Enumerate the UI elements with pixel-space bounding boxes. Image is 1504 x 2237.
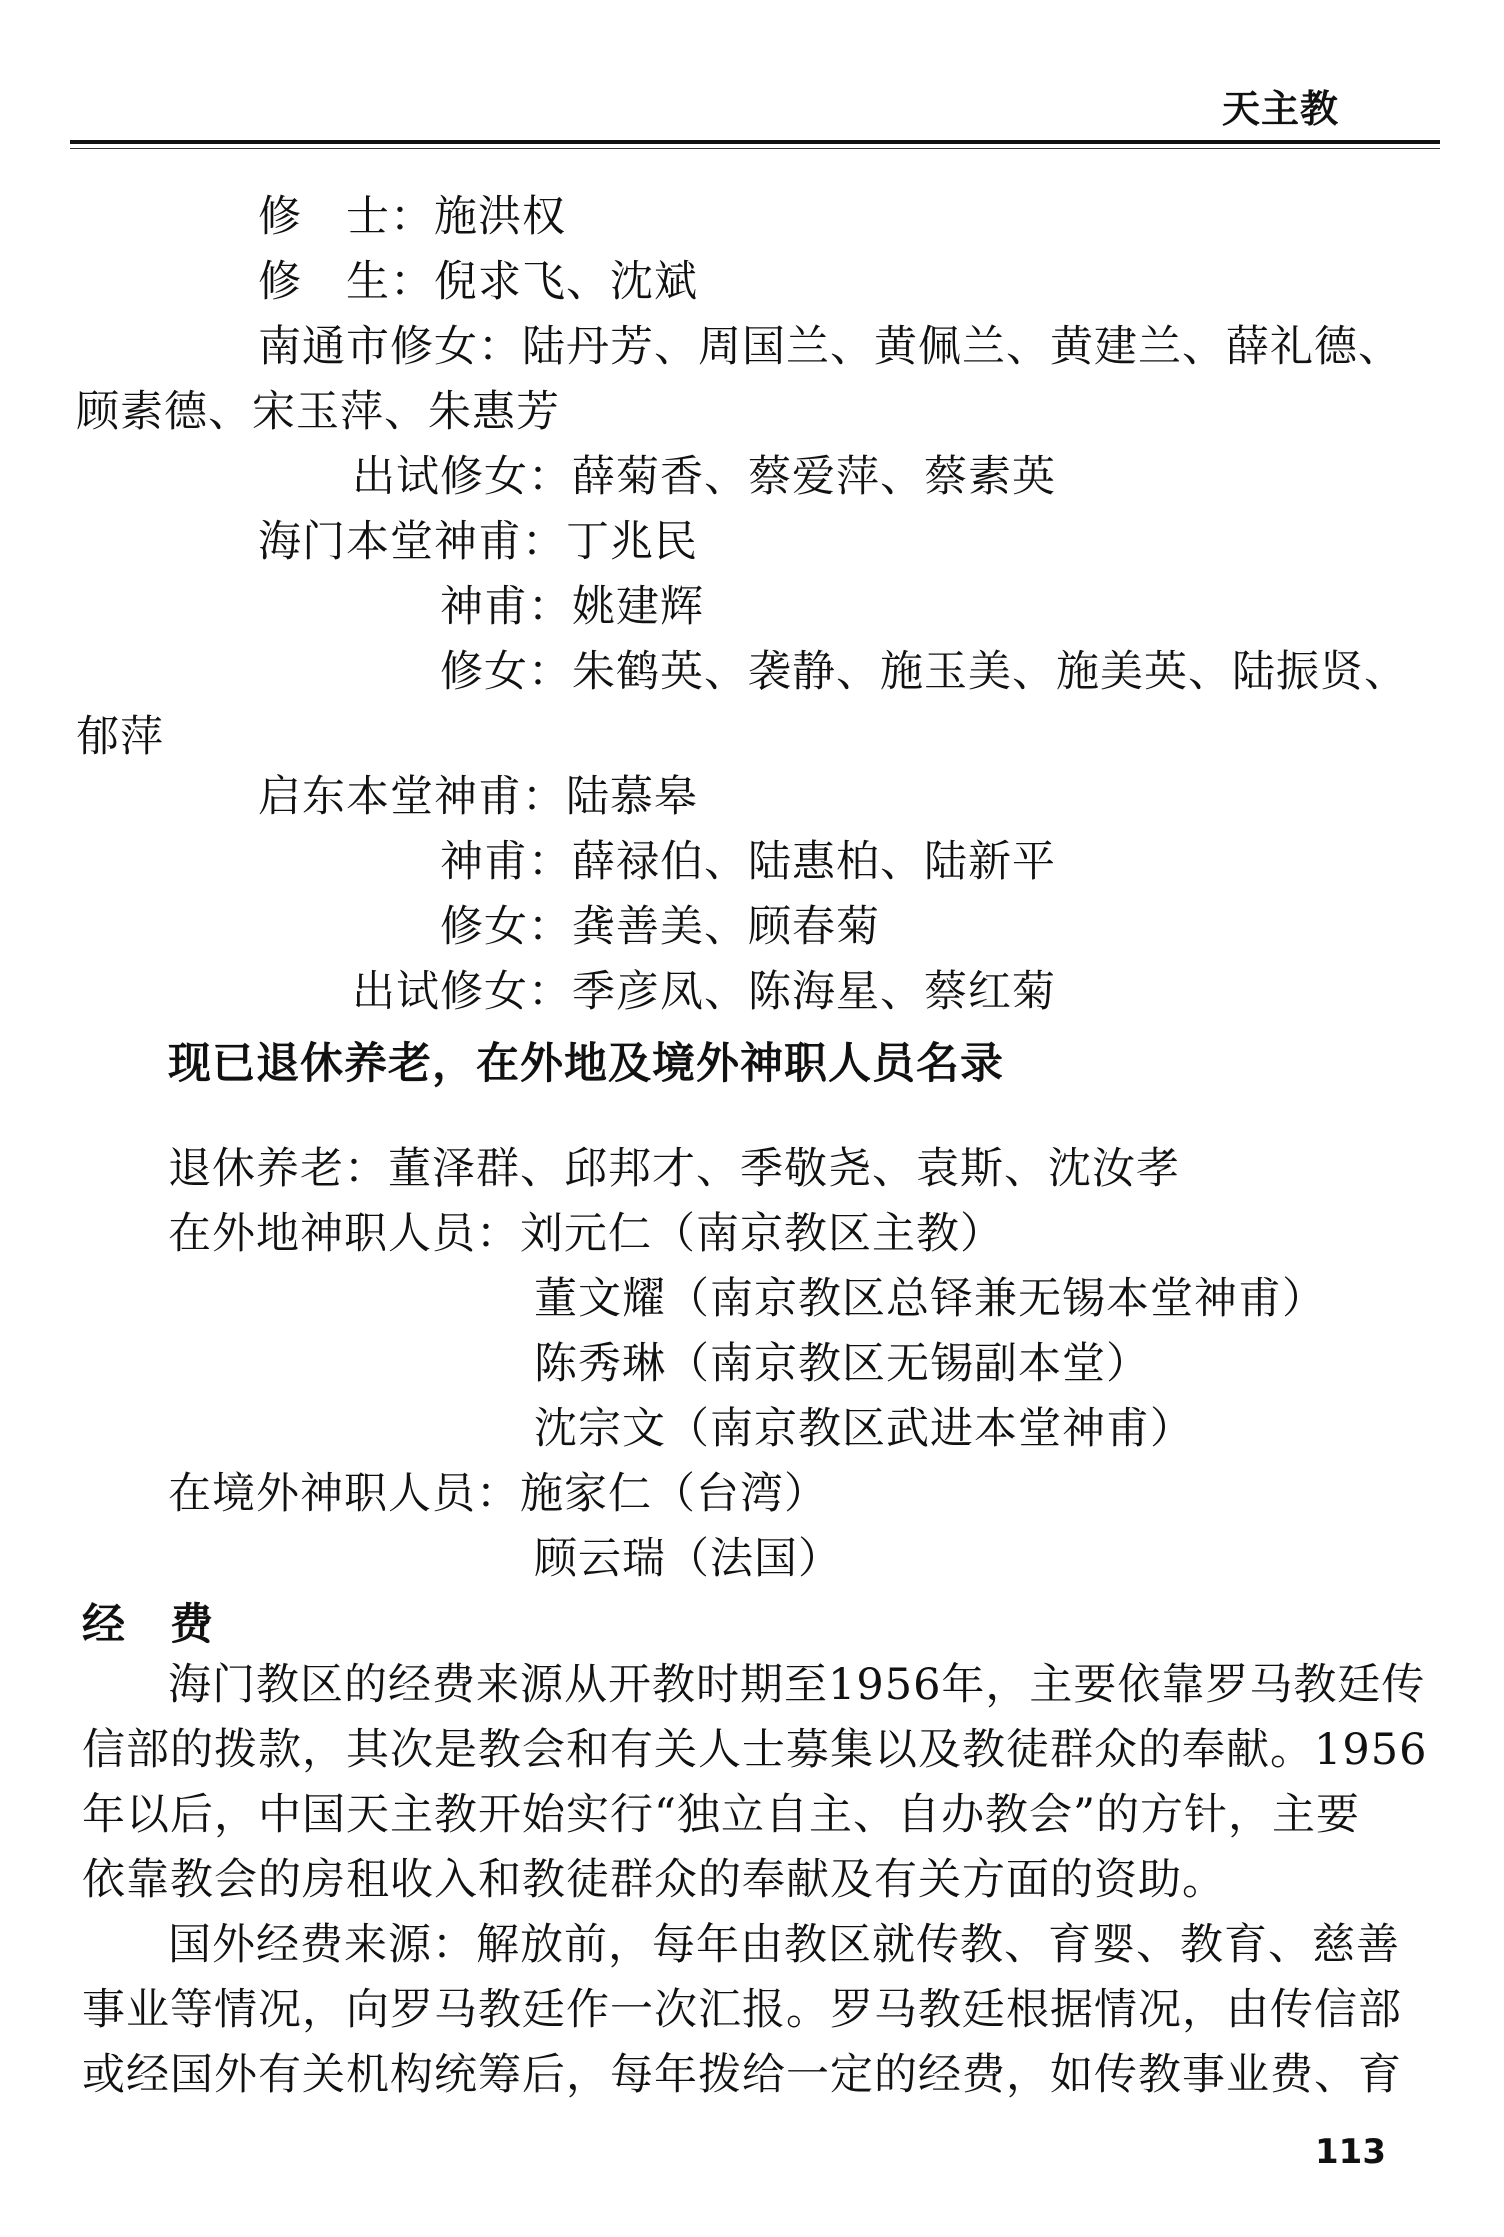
retired-line: 在外地神职人员：刘元仁（南京教区主教） xyxy=(168,1209,1004,1259)
running-header: 天主教 xyxy=(1222,87,1340,131)
clergy-line: 神甫：姚建辉 xyxy=(440,582,704,632)
clergy-line: 出试修女：季彦凤、陈海星、蔡红菊 xyxy=(352,967,1056,1017)
clergy-line: 修女：龚善美、顾春菊 xyxy=(440,902,880,952)
clergy-line: 南通市修女：陆丹芳、周国兰、黄佩兰、黄建兰、薛礼德、 xyxy=(258,322,1402,372)
funding-paragraph-line: 国外经费来源：解放前，每年由教区就传教、育婴、教育、慈善 xyxy=(168,1920,1400,1970)
retired-line: 在境外神职人员：施家仁（台湾） xyxy=(168,1469,828,1519)
retired-line: 陈秀琳（南京教区无锡副本堂） xyxy=(534,1339,1150,1389)
section-heading-retired: 现已退休养老，在外地及境外神职人员名录 xyxy=(168,1039,1004,1089)
funding-paragraph-line: 依靠教会的房租收入和教徒群众的奉献及有关方面的资助。 xyxy=(82,1855,1226,1905)
clergy-line: 郁萍 xyxy=(76,712,164,762)
retired-line: 顾云瑞（法国） xyxy=(534,1534,842,1584)
page-number: 113 xyxy=(1315,2132,1386,2172)
funding-paragraph-line: 或经国外有关机构统筹后，每年拨给一定的经费，如传教事业费、育 xyxy=(82,2050,1402,2100)
clergy-line: 海门本堂神甫：丁兆民 xyxy=(258,517,698,567)
clergy-line: 启东本堂神甫：陆慕皋 xyxy=(258,772,698,822)
funding-paragraph-line: 年以后，中国天主教开始实行“独立自主、自办教会”的方针，主要 xyxy=(82,1790,1360,1840)
header-rule xyxy=(70,140,1440,144)
header-rule-thin xyxy=(70,148,1440,149)
clergy-line: 神甫：薛禄伯、陆惠柏、陆新平 xyxy=(440,837,1056,887)
clergy-line: 顾素德、宋玉萍、朱惠芳 xyxy=(76,387,560,437)
clergy-line: 修女：朱鹤英、袭静、施玉美、施美英、陆振贤、 xyxy=(440,647,1408,697)
clergy-line: 修 士：施洪权 xyxy=(258,192,566,242)
funding-paragraph-line: 事业等情况，向罗马教廷作一次汇报。罗马教廷根据情况，由传信部 xyxy=(82,1985,1402,2035)
retired-line: 退休养老：董泽群、邱邦才、季敬尧、袁斯、沈汝孝 xyxy=(168,1144,1180,1194)
funding-paragraph-line: 信部的拨款，其次是教会和有关人士募集以及教徒群众的奉献。1956 xyxy=(82,1725,1428,1775)
funding-paragraph-line: 海门教区的经费来源从开教时期至1956年，主要依靠罗马教廷传 xyxy=(168,1660,1426,1710)
retired-line: 沈宗文（南京教区武进本堂神甫） xyxy=(534,1404,1194,1454)
clergy-line: 修 生：倪求飞、沈斌 xyxy=(258,257,698,307)
section-heading-funding: 经 费 xyxy=(82,1600,214,1650)
clergy-line: 出试修女：薛菊香、蔡爱萍、蔡素英 xyxy=(352,452,1056,502)
retired-line: 董文耀（南京教区总铎兼无锡本堂神甫） xyxy=(534,1274,1326,1324)
